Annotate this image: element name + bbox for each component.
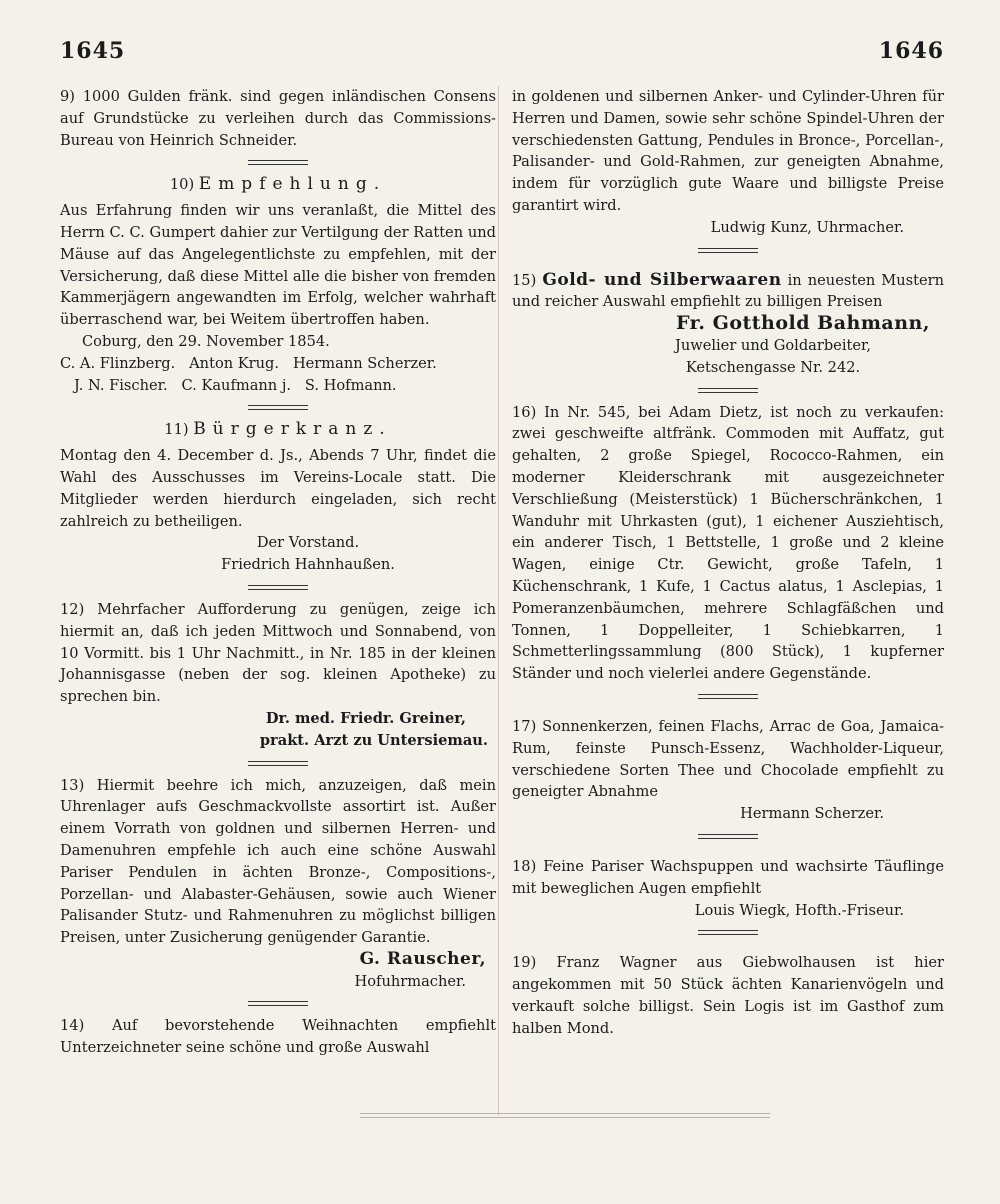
ad-12-signature-2: prakt. Arzt zu Untersiemau.: [259, 731, 488, 749]
ad-15-body-line: [512, 270, 944, 314]
ad-15-number: 15): [512, 271, 537, 289]
separator: [698, 694, 758, 699]
spacer: [512, 262, 944, 270]
ad-11-heading-line: [60, 419, 496, 441]
ad-10-signers-1: C. A. Flinzberg. Anton Krug. Hermann Scherzer.: [60, 354, 437, 372]
ad-15-sub-1: Juwelier und Goldarbeiter,: [674, 336, 872, 354]
separator: [248, 1001, 308, 1006]
ad-10-heading-line: [60, 174, 496, 196]
separator: [248, 160, 308, 165]
separator: [248, 761, 308, 766]
ad-18-body: 18) Feine Pariser Wachspuppen und wachsirte Täuflinge mit beweglichen Augen empfiehlt: [512, 857, 944, 897]
ad-11-number: 11): [164, 421, 189, 439]
ad-11: [60, 419, 496, 576]
ad-13-body: 13) Hiermit beehre ich mich, anzuzeigen, daß mein Uhrenlager aufs Geschmackvollste assortirt ist. Außer einem Vorrath von goldnen und silbernen Herren- und Damenuhren empfehle ich auch eine schöne Auswahl Pariser Pendulen in ächten Bronze-, Compositions-, Porzellan- und Alabaster-Gehäusen, sowie auch Wiener Palisander Stutz- und Rahmenuhren zu möglichst billigen Preisen, unter Zusicherung genügender Garantie.: [60, 776, 496, 947]
ad-13-signature-2: Hofuhrmacher.: [354, 972, 466, 990]
column-divider: [498, 86, 499, 1116]
ad-13-signature-1: G. Rauscher,: [359, 948, 486, 969]
ad-19: [512, 952, 944, 1039]
ad-17-signature: Hermann Scherzer.: [740, 805, 884, 823]
page-number-left: 1645: [60, 38, 126, 64]
ad-9: [60, 86, 496, 151]
right-column: [512, 86, 944, 1039]
spacer: [512, 708, 944, 716]
ad-15-firm-name: Fr. Gotthold Bahmann,: [675, 312, 930, 335]
ad-15-lead: Gold- und Silberwaaren: [542, 269, 782, 290]
ad-15-sub-2: Ketschengasse Nr. 242.: [685, 358, 861, 376]
ad-17-body: 17) Sonnenkerzen, feinen Flachs, Arrac de Goa, Jamaica-Rum, feinste Punsch-Essenz, Wachholder-Liqueur, verschiedene Sorten Thee und Chocolade empfiehlt zu geneigter Abnahme: [512, 717, 944, 801]
ad-16-body: 16) In Nr. 545, bei Adam Dietz, ist noch zu verkaufen: zwei geschweifte altfränk. Commoden mit Auffatz, gut gehalten, 2 große Spiegel, Rococco-Rahmen, ein moderner Kleiderschrank mit ausgezeichneter Verschließung (Meisterstück) 1 Bücherschränkchen, 1 Wanduhr mit Uhrkasten (gut), 1 eichener Ausziehtisch, ein anderer Tisch, 1 Bettstelle, 1 große und 2 kleine Wagen, einige Ctr. Gewicht, große Tafeln, 1 Küchenschrank, 1 Kufe, 1 Cactus alatus, 1 Asclepias, 1 Pomeranzenbäumchen, mehrere Schlagfäßchen und Tonnen, 1 Doppelleiter, 1 Schiebkarren, 1 Schmetterlingssammlung (800 Stück), 1 kupferner Ständer und noch vielerlei andere Gegenstände.: [512, 403, 944, 683]
ad-14-start: [60, 1015, 496, 1059]
ad-12: [60, 599, 496, 752]
separator: [248, 585, 308, 590]
ad-10-body: Aus Erfahrung finden wir uns veranlaßt, die Mittel des Herrn C. C. Gumpert dahier zur Vertilgung der Ratten und Mäuse auf das Angelegentlichste zu empfehlen, mit der Versicherung, daß diese Mittel alle die bisher von fremden Kammerjägern angewandten im Erfolg, welcher wahrhaft überraschend war, bei Weitem übertroffen haben.: [60, 202, 496, 329]
separator: [248, 405, 308, 410]
spacer: [512, 848, 944, 856]
ad-10-heading: Empfehlung.: [198, 174, 387, 195]
ad-10: [60, 174, 496, 396]
ad-14-continued: [512, 86, 944, 239]
separator: [698, 834, 758, 839]
ad-14-start-text: 14) Auf bevorstehende Weihnachten empfiehlt Unterzeichneter seine schöne und große Auswahl: [60, 1017, 496, 1057]
ad-11-signature-1: Der Vorstand.: [256, 534, 360, 552]
ad-18-signature: Louis Wiegk, Hofth.-Friseur.: [694, 901, 904, 919]
bottom-rule: [360, 1113, 770, 1118]
ad-10-number: 10): [169, 176, 195, 194]
ad-11-body: Montag den 4. December d. Js., Abends 7 Uhr, findet die Wahl des Ausschusses im Vereins-Locale statt. Die Mitglieder werden hierdurch eingeladen, sich recht zahlreich zu betheiligen.: [60, 447, 496, 530]
left-column: [60, 86, 496, 1059]
ad-18: [512, 856, 944, 921]
ad-15: [512, 270, 944, 379]
ad-10-signers-2: J. N. Fischer. C. Kaufmann j. S. Hofmann.: [74, 376, 397, 394]
ad-9-text: 9) 1000 Gulden fränk. sind gegen inländischen Consens auf Grundstücke zu verleihen durch das Commissions-Bureau von Heinrich Schneider.: [60, 88, 496, 149]
spacer: [512, 944, 944, 952]
ad-15-body: in neuesten Mustern und reicher Auswahl empfiehlt zu billigen Preisen: [512, 271, 945, 311]
separator: [698, 388, 758, 393]
separator: [698, 248, 758, 253]
ad-14-continued-text: in goldenen und silbernen Anker- und Cylinder-Uhren für Herren und Damen, sowie sehr schöne Spindel-Uhren der verschiedensten Gattung, Pendules in Bronce-, Porcellan-, Palisander- und Gold-Rahmen, zur geneigten Abnahme, indem für vorzüglich gute Waare und billigste Preise garantirt wird.: [512, 88, 944, 214]
ad-19-body: 19) Franz Wagner aus Giebwolhausen ist hier angekommen mit 50 Stück ächten Kanarienvögeln und verkauft solche billigst. Sein Logis ist im Gasthof zum halben Mond.: [512, 954, 944, 1037]
ad-13: [60, 775, 496, 993]
ad-17: [512, 716, 944, 825]
ad-16: [512, 402, 944, 685]
ad-12-signature-1: Dr. med. Friedr. Greiner,: [265, 709, 466, 727]
separator: [698, 930, 758, 935]
ad-10-date: Coburg, den 29. November 1854.: [82, 332, 330, 350]
ad-12-body: 12) Mehrfacher Aufforderung zu genügen, zeige ich hiermit an, daß ich jeden Mittwoch und Sonnabend, von 10 Vormitt. bis 1 Uhr Nachmitt., in Nr. 185 in der kleinen Johannisgasse (neben der sog. kleinen Apotheke) zu sprechen bin.: [60, 600, 496, 706]
ad-14-signature: Ludwig Kunz, Uhrmacher.: [710, 218, 904, 236]
ad-11-signature-2: Friedrich Hahnhaußen.: [221, 556, 395, 574]
ad-11-heading: Bürgerkranz.: [193, 419, 392, 440]
page-number-right: 1646: [878, 38, 944, 64]
